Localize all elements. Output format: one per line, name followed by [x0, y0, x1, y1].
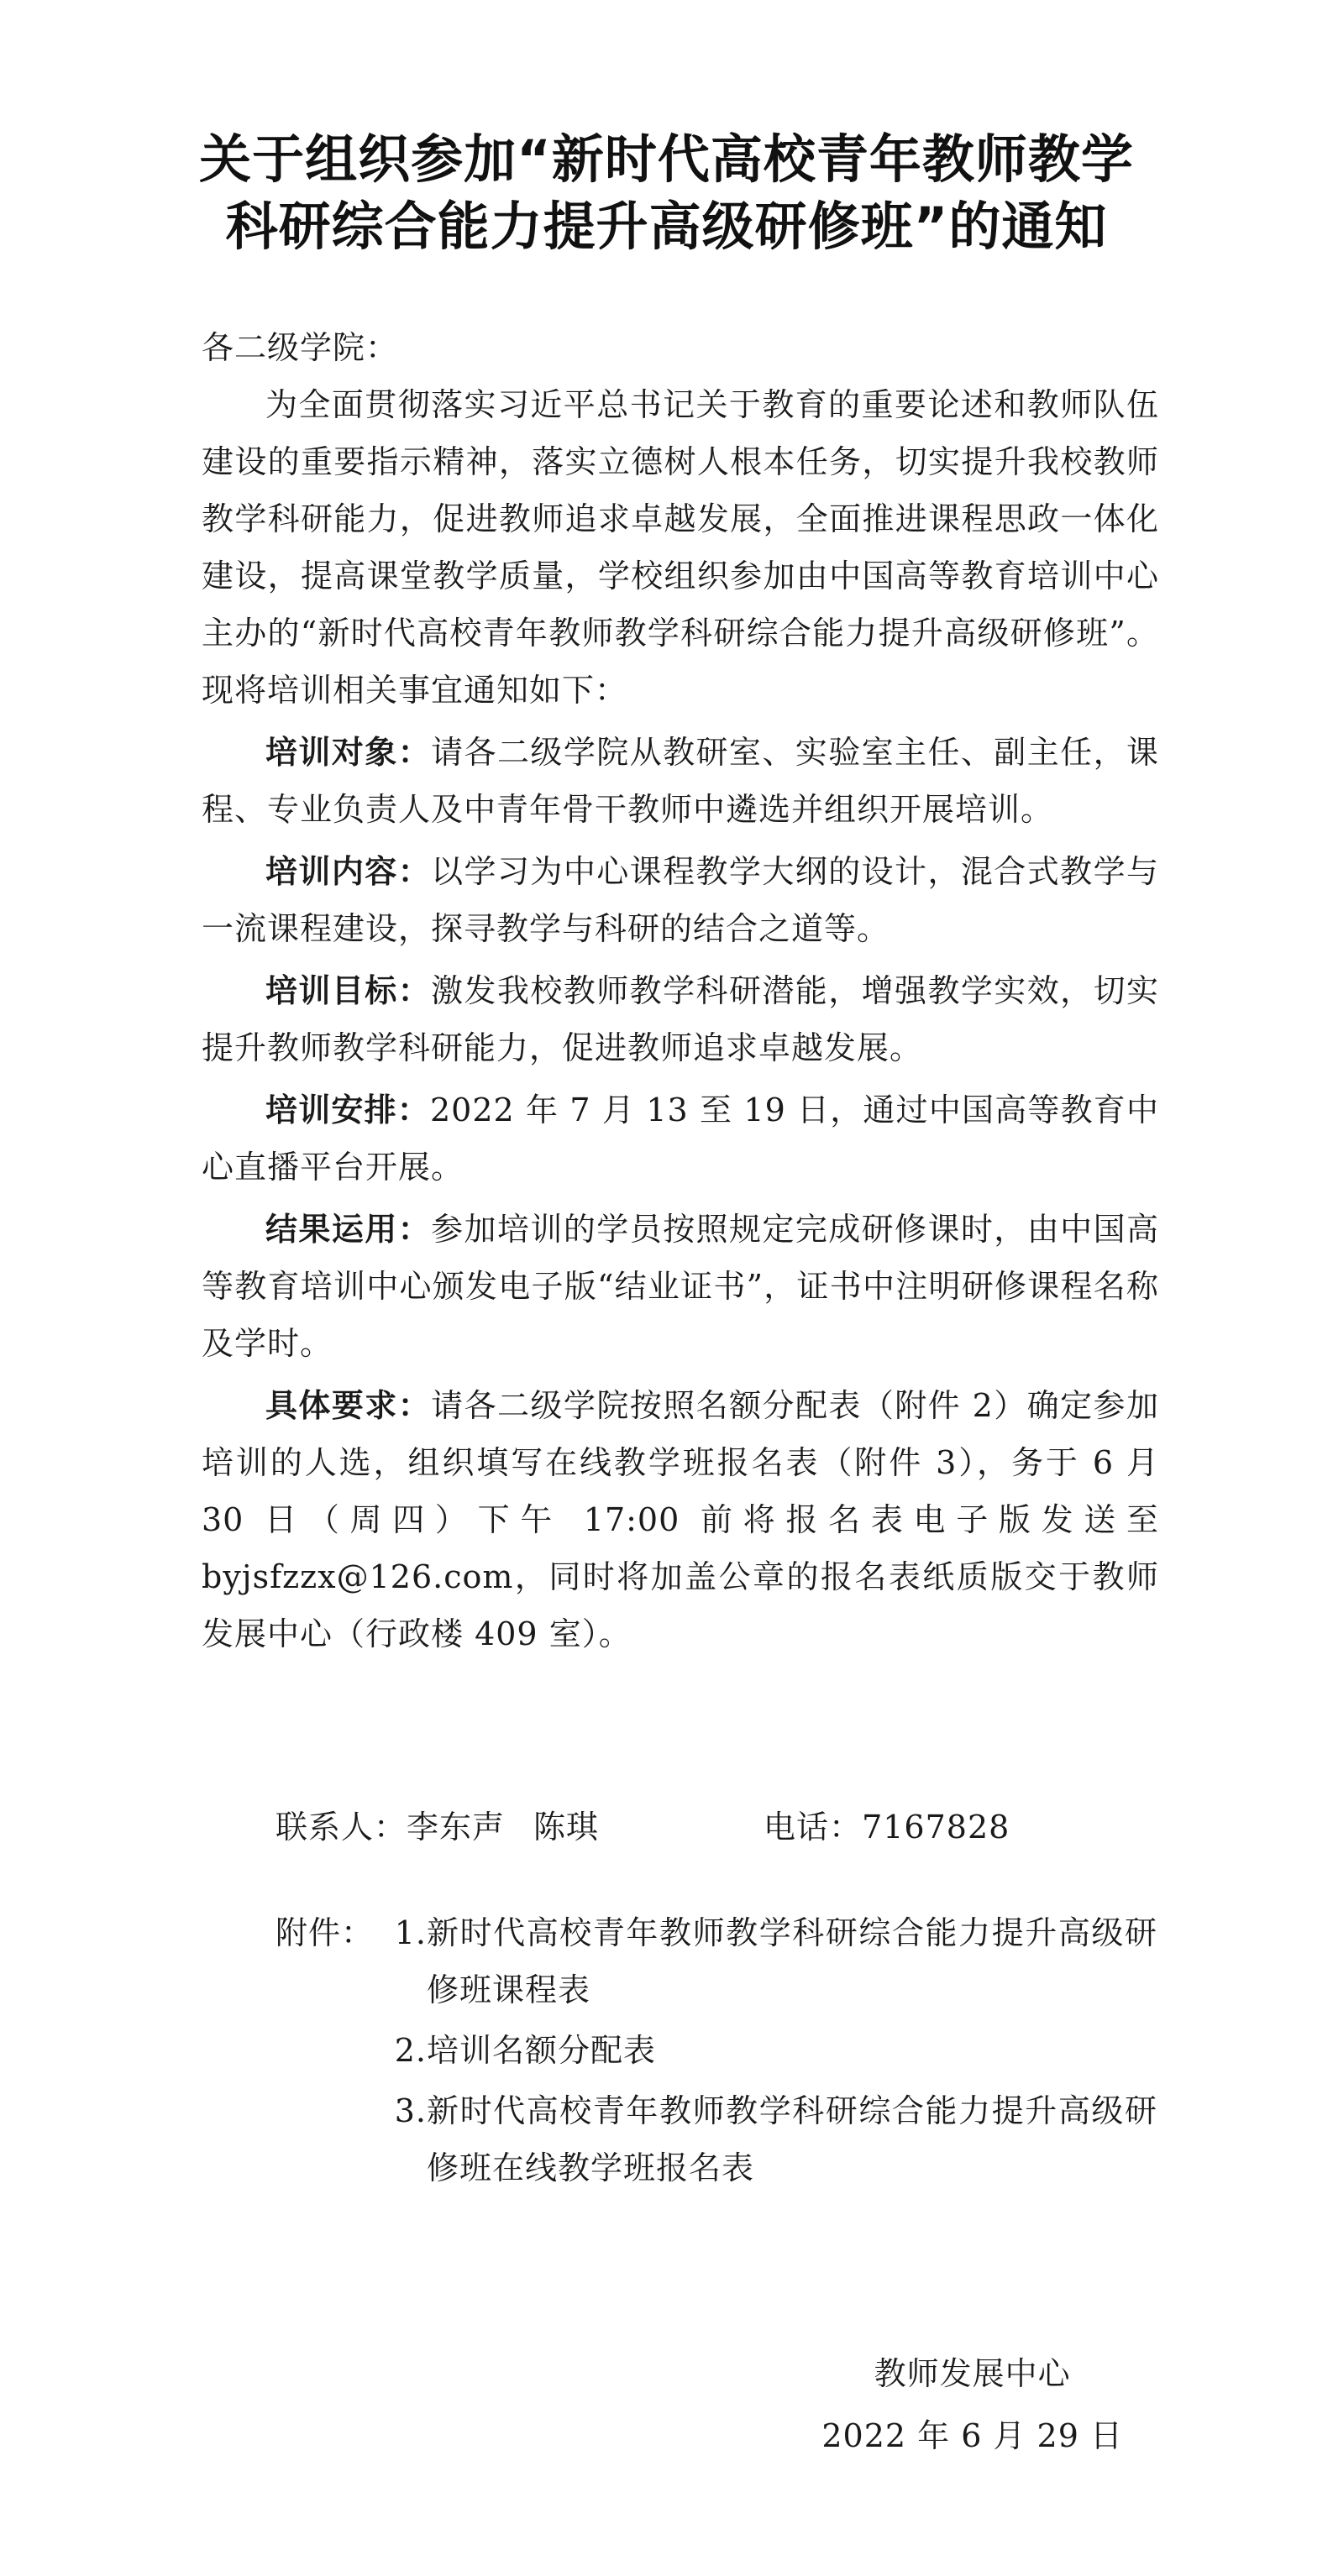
- signature-block: [821, 2343, 1123, 2467]
- phone-label: 电话：: [764, 1809, 863, 1846]
- section-text: 激发我校教师教学科研潜能，增强教学实效，切实提升教师教学科研能力，促进教师追求卓越发展。: [202, 972, 1159, 1066]
- attachment-number: 2.: [394, 2032, 427, 2069]
- phone-number: 7167828: [862, 1809, 1010, 1846]
- section-text: 以学习为中心课程教学大纲的设计，混合式教学与一流课程建设，探寻教学与科研的结合之道等。: [202, 853, 1159, 947]
- section-target: [202, 724, 1159, 838]
- section-goal: [202, 962, 1159, 1076]
- section-text: 2022 年 7 月 13 至 19 日，通过中国高等教育中心直播平台开展。: [202, 1092, 1159, 1186]
- contact-name-1: 李东声: [407, 1809, 506, 1846]
- attachment-title: 培训名额分配表: [427, 2032, 657, 2069]
- contact-name-2: 陈琪: [533, 1809, 600, 1846]
- attachment-number: 3.: [394, 2092, 427, 2129]
- section-label: 具体要求：: [265, 1387, 432, 1424]
- section-label: 结果运用：: [265, 1211, 432, 1248]
- section-content: [202, 843, 1159, 957]
- section-label: 培训目标：: [265, 972, 432, 1009]
- section-label: 培训对象：: [265, 734, 432, 771]
- attachment-item: [276, 2022, 1157, 2079]
- signature-org: 教师发展中心: [874, 2355, 1071, 2392]
- section-text: 请各二级学院从教研室、实验室主任、副主任，课程、专业负责人及中青年骨干教师中遴选并组织开展培训。: [202, 734, 1159, 828]
- section-label: 培训内容：: [265, 853, 432, 890]
- section-requirements: [202, 1377, 1159, 1662]
- notice-body: [202, 376, 1159, 1662]
- attachment-number: 1.: [394, 1914, 427, 1951]
- section-label: 培训安排：: [265, 1092, 430, 1128]
- signature-date: 2022 年 6 月 29 日: [821, 2417, 1123, 2454]
- title-line-2: 科研综合能力提升高级研修班”的通知: [225, 196, 1108, 257]
- title-line-1: 关于组织参加“新时代高校青年教师教学: [199, 128, 1134, 190]
- attachment-title: 新时代高校青年教师教学科研综合能力提升高级研修班在线教学班报名表: [427, 2092, 1157, 2186]
- contact-label: 联系人：: [276, 1809, 407, 1846]
- intro-paragraph: 为全面贯彻落实习近平总书记关于教育的重要论述和教师队伍建设的重要指示精神，落实立德树人根本任务，切实提升我校教师教学科研能力，促进教师追求卓越发展，全面推进课程思政一体化建设，提高课堂教学质量，学校组织参加由中国高等教育培训中心主办的“新时代高校青年教师教学科研综合能力提升高级研修班”。现将培训相关事宜通知如下：: [202, 386, 1159, 709]
- section-result: [202, 1201, 1159, 1372]
- document-title: [0, 126, 1333, 260]
- attachments: [276, 1904, 1157, 2200]
- salutation: 各二级学院：: [202, 329, 399, 366]
- attachment-title: 新时代高校青年教师教学科研综合能力提升高级研修班课程表: [427, 1914, 1157, 2008]
- attachment-item: [276, 2082, 1157, 2196]
- section-text: 请各二级学院按照名额分配表（附件 2）确定参加培训的人选，组织填写在线教学班报名表（附件 3），务于 6 月 30 日（周四）下午 17:00 前将报名表电子版发送至 byjsfzzx@126.com，同时将加盖公章的报名表纸质版交于教师发展中心（行政楼 409 室）。: [202, 1387, 1159, 1652]
- contact-line: [276, 1798, 1010, 1856]
- attachments-prefix: 附件：: [276, 1914, 375, 1951]
- attachment-item: [276, 1904, 1157, 2018]
- section-schedule: [202, 1081, 1159, 1196]
- section-text: 参加培训的学员按照规定完成研修课时，由中国高等教育培训中心颁发电子版“结业证书”，证书中注明研修课程名称及学时。: [202, 1211, 1159, 1362]
